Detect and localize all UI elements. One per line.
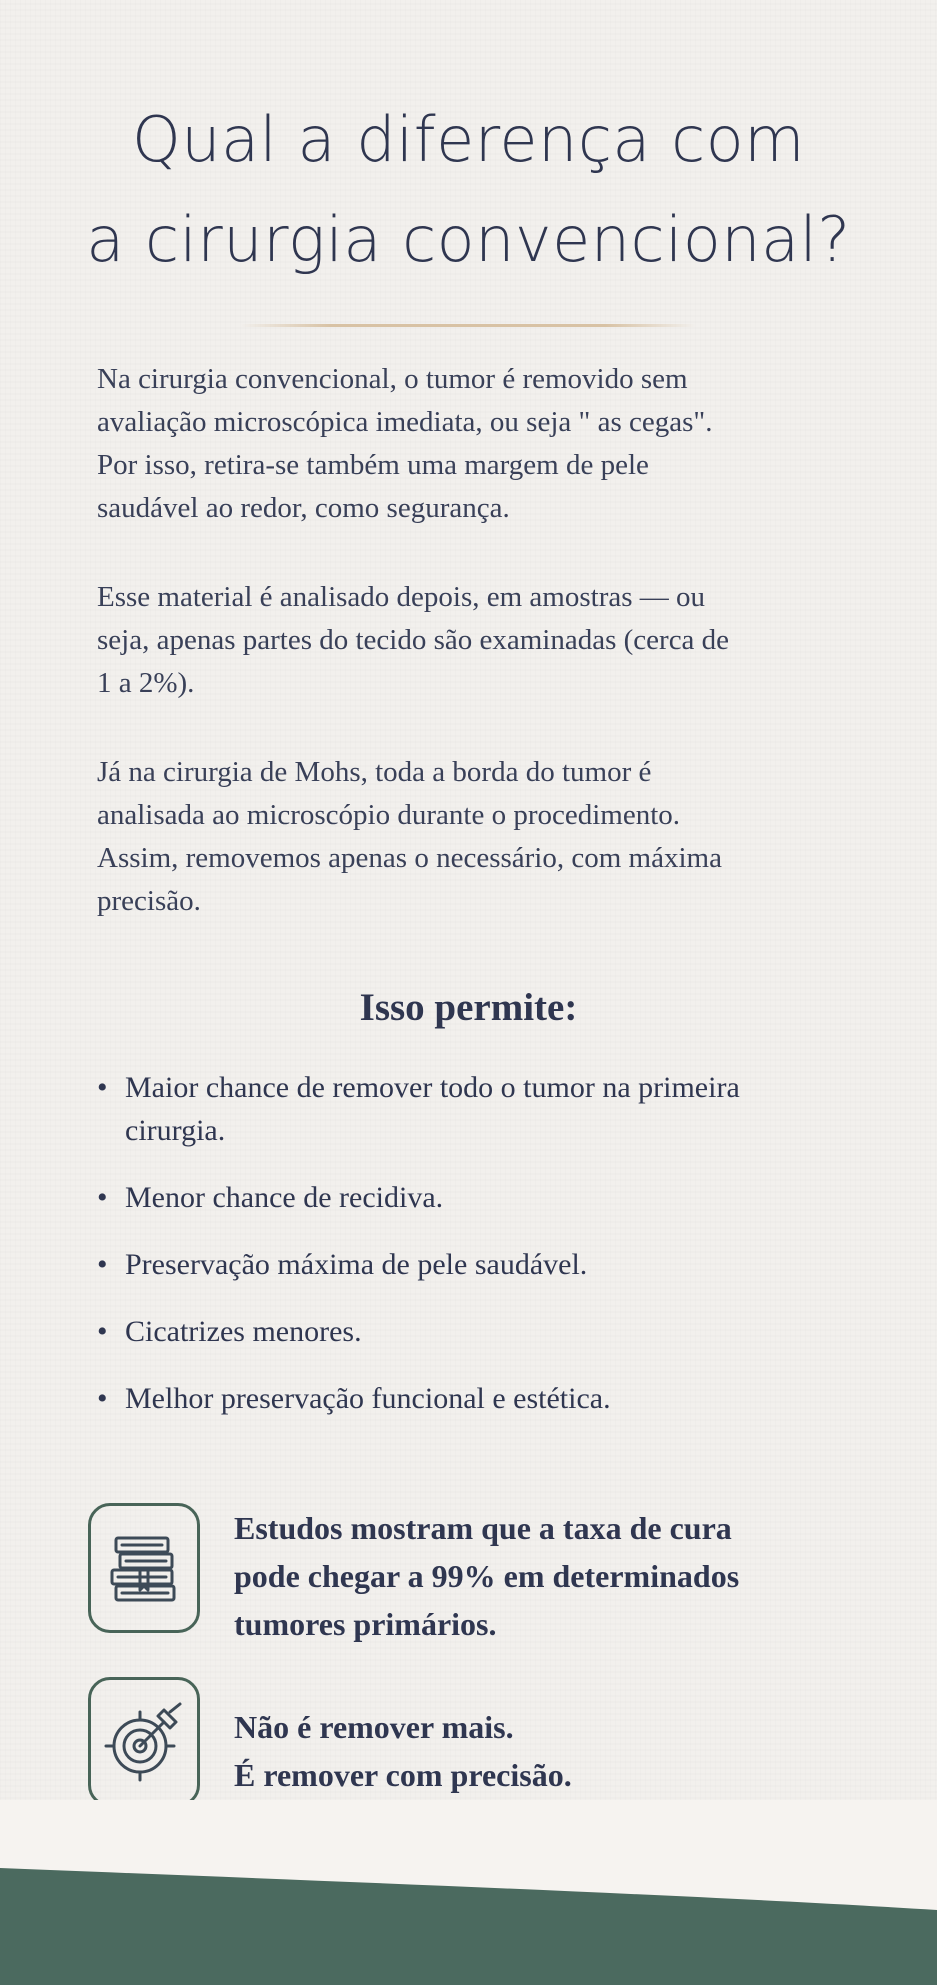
callout-line: tumores primários.	[234, 1606, 497, 1642]
benefit-item	[97, 1310, 887, 1353]
paragraph-line: 1 a 2%).	[97, 667, 195, 699]
bullet-icon: •	[97, 1315, 108, 1348]
benefit-text: Cicatrizes menores.	[125, 1315, 362, 1348]
bullet-icon: •	[97, 1248, 108, 1281]
paragraph-sample-analysis	[97, 576, 867, 705]
bullet-icon: •	[97, 1181, 108, 1214]
benefit-text: cirurgia.	[125, 1114, 226, 1147]
page-title	[0, 90, 937, 290]
benefit-item	[97, 1243, 887, 1286]
benefits-heading: Isso permite:	[359, 986, 578, 1029]
callout-line: Estudos mostram que a taxa de cura	[234, 1510, 732, 1546]
callout-line: Não é remover mais.	[234, 1709, 514, 1745]
benefit-text: Maior chance de remover todo o tumor na primeira	[125, 1071, 740, 1104]
benefit-item	[97, 1066, 887, 1152]
footer-wave	[0, 1800, 937, 1985]
callout-line: pode chegar a 99% em determinados	[234, 1558, 740, 1594]
paragraph-line: Por isso, retira-se também uma margem de pele	[97, 449, 649, 481]
paragraph-line: saudável ao redor, como segurança.	[97, 492, 510, 524]
paragraph-line: analisada ao microscópio durante o procedimento.	[97, 799, 681, 831]
callout-precision-text	[234, 1703, 572, 1799]
paragraph-line: precisão.	[97, 885, 201, 917]
paragraph-line: Esse material é analisado depois, em amostras — ou	[97, 581, 706, 613]
bullet-icon: •	[97, 1382, 108, 1415]
callout-line: É remover com precisão.	[234, 1757, 572, 1793]
bullet-icon: •	[97, 1071, 108, 1104]
paragraph-line: Na cirurgia convencional, o tumor é removido sem	[97, 363, 688, 395]
title-line-2: a cirurgia convencional?	[86, 203, 851, 276]
benefit-text: Preservação máxima de pele saudável.	[125, 1248, 588, 1281]
paragraph-line: Assim, removemos apenas o necessário, com máxima	[97, 842, 722, 874]
benefit-item	[97, 1176, 887, 1219]
title-divider	[240, 324, 696, 327]
books-icon	[88, 1503, 200, 1633]
benefit-text: Menor chance de recidiva.	[125, 1181, 444, 1214]
benefit-item	[97, 1377, 887, 1420]
benefits-list	[97, 1066, 887, 1444]
paragraph-line: seja, apenas partes do tecido são examinadas (cerca de	[97, 624, 730, 656]
paragraph-mohs-surgery	[97, 751, 867, 923]
benefit-text: Melhor preservação funcional e estética.	[125, 1382, 611, 1415]
paragraph-line: avaliação microscópica imediata, ou seja " as cegas".	[97, 406, 713, 438]
paragraph-line: Já na cirurgia de Mohs, toda a borda do tumor é	[97, 756, 652, 788]
paragraph-conventional-surgery	[97, 358, 867, 530]
callout-cure-rate-text	[234, 1504, 739, 1648]
title-line-1: Qual a diferença com	[131, 103, 806, 176]
target-scalpel-icon	[88, 1677, 200, 1807]
